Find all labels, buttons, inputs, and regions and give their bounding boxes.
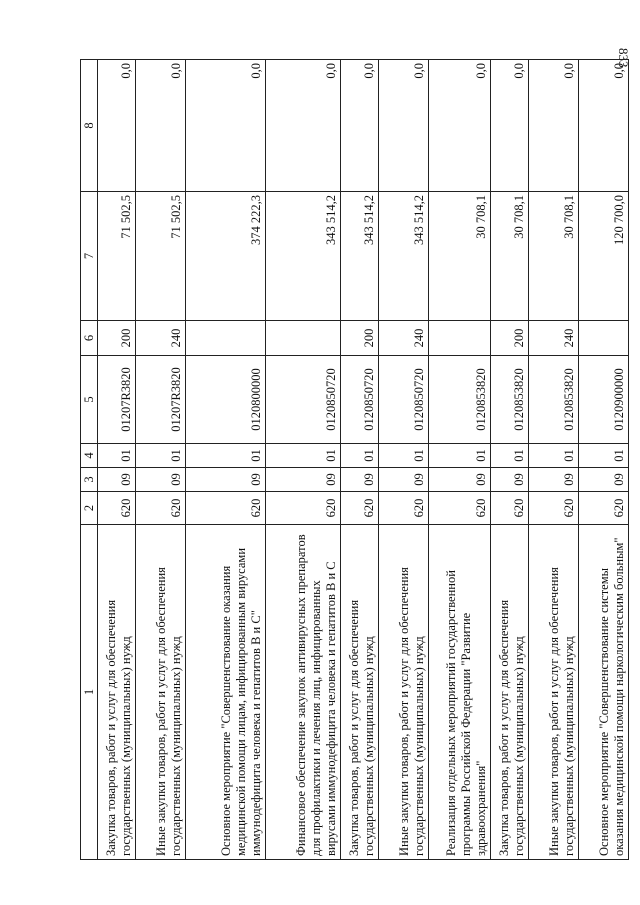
row-name-cell: Реализация отдельных мероприятий государственной программы Российской Федерации "Развитие здравоохранения"	[429, 525, 491, 860]
row-name-cell: Иные закупки товаров, работ и услуг для обеспечения государственных (муниципальных) нужд	[529, 525, 579, 860]
amount-cell: 120 700,0	[579, 192, 629, 321]
amount-cell: 30 708,1	[491, 192, 529, 321]
header-cell-7: 7	[81, 192, 98, 321]
amount-cell: 71 502,5	[98, 192, 136, 321]
chapter-code-cell: 620	[341, 492, 379, 525]
chapter-code-cell: 620	[266, 492, 341, 525]
amount-cell-2: 0,0	[186, 60, 266, 192]
chapter-code-cell: 620	[491, 492, 529, 525]
target-article-cell: 0120853820	[491, 356, 529, 444]
header-cell-3: 3	[81, 468, 98, 492]
table-row	[579, 60, 629, 860]
table-body	[81, 60, 629, 860]
header-cell-6: 6	[81, 321, 98, 356]
target-article-cell: 0120900000	[579, 356, 629, 444]
header-cell-8: 8	[81, 60, 98, 192]
section-code-cell: 09	[136, 468, 186, 492]
rotated-table-container	[80, 60, 626, 860]
target-article-cell: 0120850720	[266, 356, 341, 444]
row-name-cell: Основное мероприятие "Совершенствование системы оказания медицинской помощи наркологическим больным"	[579, 525, 629, 860]
subsection-code-cell: 01	[186, 444, 266, 468]
table-row	[136, 60, 186, 860]
section-code-cell: 09	[186, 468, 266, 492]
budget-table	[80, 59, 629, 860]
amount-cell-2: 0,0	[529, 60, 579, 192]
row-name-cell: Основное мероприятие "Совершенствование оказания медицинской помощи лицам, инфицированным вирусами иммунодефицита человека и гепатитов В и С"	[186, 525, 266, 860]
section-code-cell: 09	[491, 468, 529, 492]
subsection-code-cell: 01	[341, 444, 379, 468]
chapter-code-cell: 620	[136, 492, 186, 525]
amount-cell: 374 222,3	[186, 192, 266, 321]
subsection-code-cell: 01	[579, 444, 629, 468]
amount-cell-2: 0,0	[429, 60, 491, 192]
chapter-code-cell: 620	[186, 492, 266, 525]
row-name-cell: Закупка товаров, работ и услуг для обеспечения государственных (муниципальных) нужд	[98, 525, 136, 860]
target-article-cell: 0120850720	[379, 356, 429, 444]
chapter-code-cell: 620	[529, 492, 579, 525]
table-row	[491, 60, 529, 860]
chapter-code-cell: 620	[98, 492, 136, 525]
expense-type-cell: 200	[98, 321, 136, 356]
subsection-code-cell: 01	[379, 444, 429, 468]
amount-cell-2: 0,0	[379, 60, 429, 192]
header-row	[81, 60, 98, 860]
subsection-code-cell: 01	[529, 444, 579, 468]
target-article-cell: 0120853820	[529, 356, 579, 444]
table-row	[98, 60, 136, 860]
target-article-cell: 01207R3820	[98, 356, 136, 444]
expense-type-cell: 240	[529, 321, 579, 356]
header-cell-5: 5	[81, 356, 98, 444]
amount-cell: 343 514,2	[266, 192, 341, 321]
expense-type-cell	[266, 321, 341, 356]
amount-cell-2: 0,0	[266, 60, 341, 192]
section-code-cell: 09	[579, 468, 629, 492]
chapter-code-cell: 620	[579, 492, 629, 525]
target-article-cell: 0120853820	[429, 356, 491, 444]
table-row	[341, 60, 379, 860]
expense-type-cell: 240	[136, 321, 186, 356]
header-cell-2: 2	[81, 492, 98, 525]
expense-type-cell: 240	[379, 321, 429, 356]
section-code-cell: 09	[341, 468, 379, 492]
section-code-cell: 09	[529, 468, 579, 492]
expense-type-cell	[579, 321, 629, 356]
table-row	[529, 60, 579, 860]
expense-type-cell: 200	[491, 321, 529, 356]
expense-type-cell	[429, 321, 491, 356]
section-code-cell: 09	[98, 468, 136, 492]
section-code-cell: 09	[266, 468, 341, 492]
subsection-code-cell: 01	[266, 444, 341, 468]
amount-cell: 71 502,5	[136, 192, 186, 321]
amount-cell: 343 514,2	[341, 192, 379, 321]
amount-cell: 30 708,1	[529, 192, 579, 321]
row-name-cell: Закупка товаров, работ и услуг для обеспечения государственных (муниципальных) нужд	[341, 525, 379, 860]
row-name-cell: Иные закупки товаров, работ и услуг для обеспечения государственных (муниципальных) нужд	[136, 525, 186, 860]
table-row	[429, 60, 491, 860]
expense-type-cell	[186, 321, 266, 356]
row-name-cell: Закупка товаров, работ и услуг для обеспечения государственных (муниципальных) нужд	[491, 525, 529, 860]
target-article-cell: 01207R3820	[136, 356, 186, 444]
header-cell-4: 4	[81, 444, 98, 468]
amount-cell-2: 0,0	[579, 60, 629, 192]
page-number: 833	[616, 48, 631, 68]
target-article-cell: 0120850720	[341, 356, 379, 444]
expense-type-cell: 200	[341, 321, 379, 356]
subsection-code-cell: 01	[136, 444, 186, 468]
chapter-code-cell: 620	[379, 492, 429, 525]
table-row	[266, 60, 341, 860]
target-article-cell: 0120800000	[186, 356, 266, 444]
amount-cell-2: 0,0	[98, 60, 136, 192]
subsection-code-cell: 01	[98, 444, 136, 468]
amount-cell: 343 514,2	[379, 192, 429, 321]
table-row	[186, 60, 266, 860]
amount-cell-2: 0,0	[341, 60, 379, 192]
amount-cell-2: 0,0	[491, 60, 529, 192]
row-name-cell: Иные закупки товаров, работ и услуг для обеспечения государственных (муниципальных) нужд	[379, 525, 429, 860]
amount-cell-2: 0,0	[136, 60, 186, 192]
amount-cell: 30 708,1	[429, 192, 491, 321]
section-code-cell: 09	[429, 468, 491, 492]
chapter-code-cell: 620	[429, 492, 491, 525]
subsection-code-cell: 01	[491, 444, 529, 468]
section-code-cell: 09	[379, 468, 429, 492]
row-name-cell: Финансовое обеспечение закупок антивирусных препаратов для профилактики и лечения лиц, инфицированных вирусами иммунодефицита человека и гепатитов В и С	[266, 525, 341, 860]
subsection-code-cell: 01	[429, 444, 491, 468]
header-cell-1: 1	[81, 525, 98, 860]
table-row	[379, 60, 429, 860]
